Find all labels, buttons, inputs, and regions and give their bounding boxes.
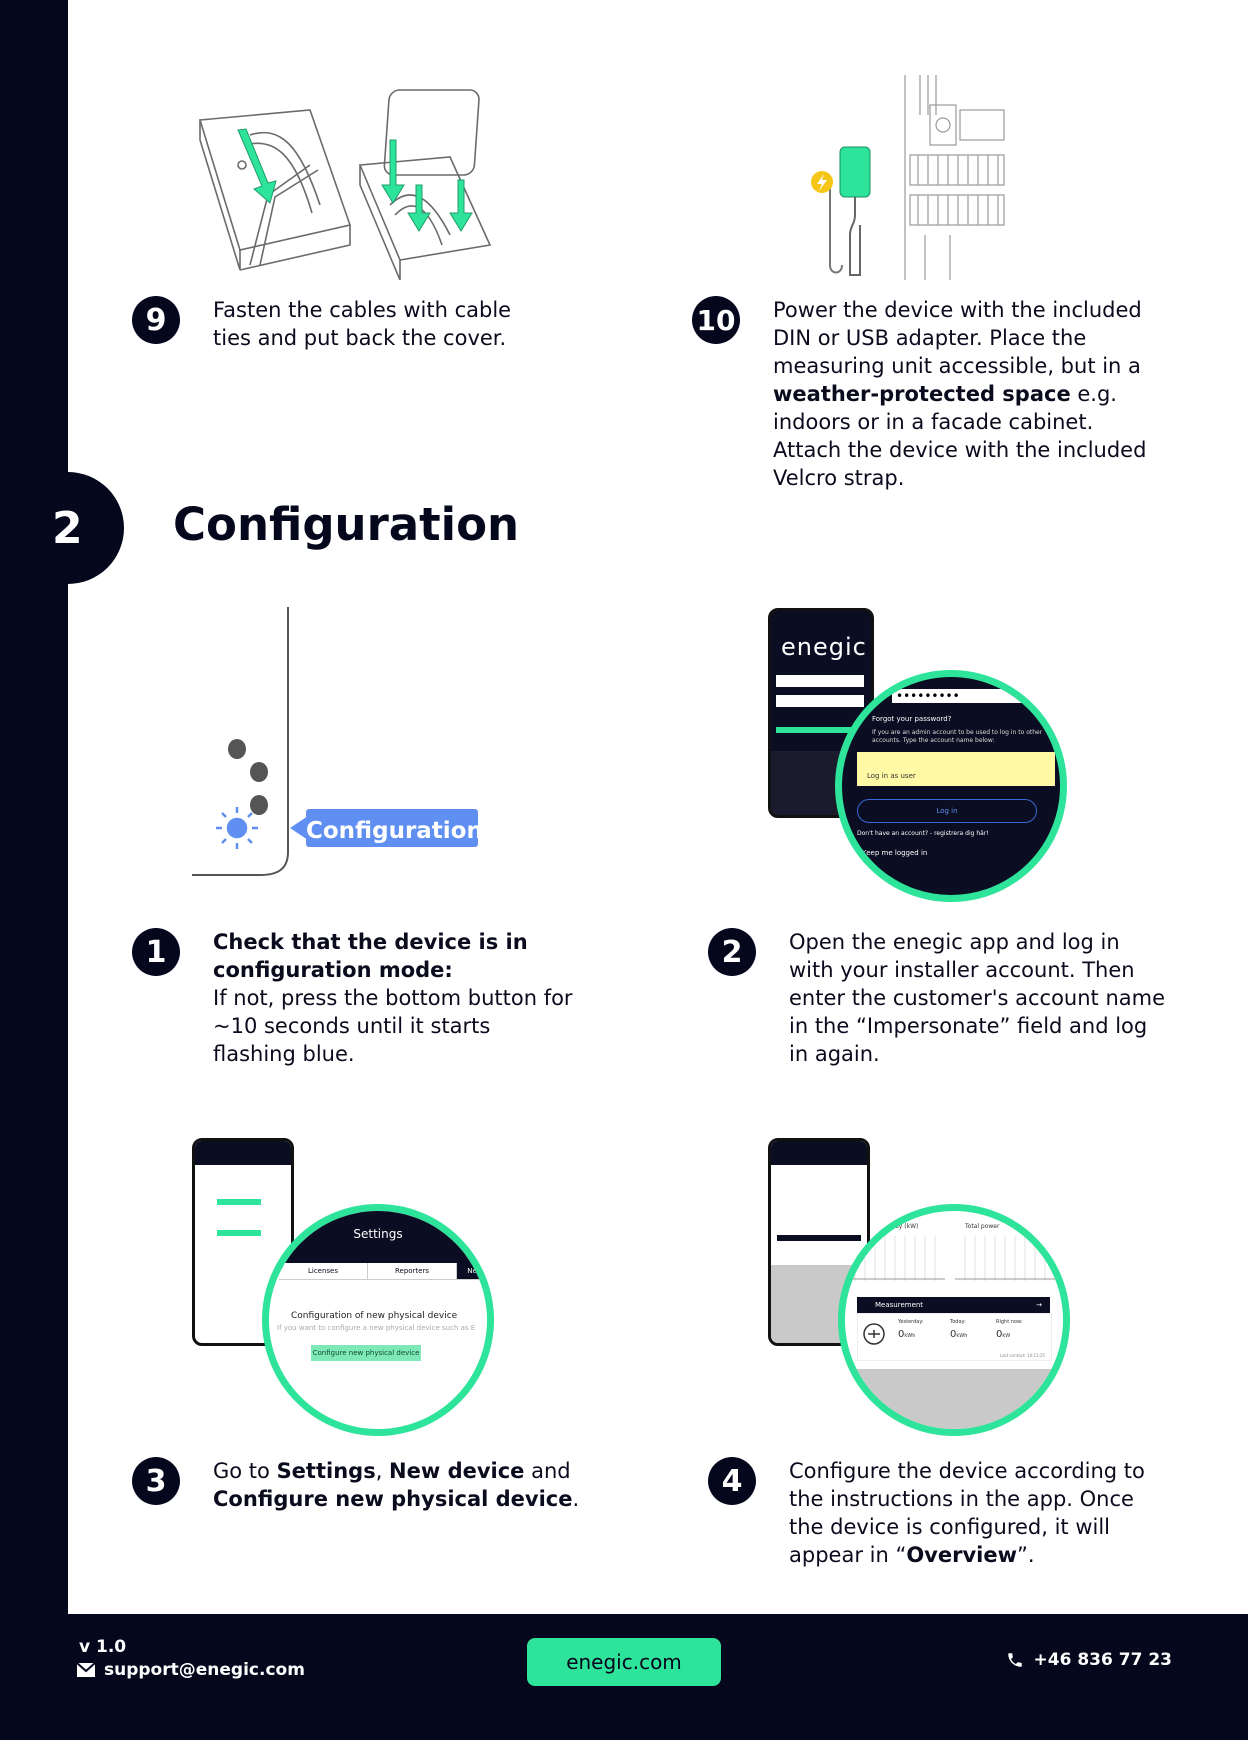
- arrow-right-icon[interactable]: →: [1036, 1301, 1042, 1309]
- tab-licenses[interactable]: Licenses: [279, 1263, 368, 1279]
- col-today: [950, 1319, 967, 1340]
- step-10-description: Power the device with the included DIN or USB adapter. Place the measuring unit accessible, but in a weather-protected space e.g. indoors or in a facade cabinet. Attach the device with the included Velcro strap.: [773, 298, 1147, 490]
- zoom-circle-settings: [262, 1204, 494, 1436]
- overview-chart-label-total: Total power: [965, 1223, 1000, 1230]
- last-contact: Last contact: 10:13:25: [999, 1353, 1045, 1358]
- figure-app-login: [768, 608, 1068, 908]
- step-number-9: 9: [132, 296, 180, 344]
- config-heading: Configuration of new physical device: [291, 1311, 458, 1321]
- configure-physical-device-button[interactable]: [311, 1345, 421, 1361]
- username-field: [776, 675, 864, 687]
- measurement-panel: [857, 1313, 1052, 1361]
- phone-number[interactable]: [1006, 1650, 1172, 1670]
- overview-gray-area: [845, 1369, 1063, 1429]
- step-1-description: If not, press the bottom button for ~10 seconds until it starts flashing blue.: [213, 986, 573, 1066]
- step-10-text: [773, 296, 1163, 492]
- right-now-value: 0kW: [996, 1329, 1011, 1340]
- keep-logged-in-checkbox[interactable]: [862, 849, 927, 857]
- app-logo: enegic: [781, 633, 867, 661]
- support-email[interactable]: [76, 1660, 305, 1680]
- yesterday-value: 0kWh: [898, 1329, 916, 1340]
- col-yesterday: [898, 1319, 924, 1340]
- section-number: 2: [52, 502, 83, 554]
- step-4-text: [789, 1457, 1169, 1569]
- figure-app-settings: [192, 1138, 492, 1438]
- step-number-10: 10: [692, 296, 740, 344]
- mini-configure-button: [217, 1199, 261, 1205]
- today-value: 0kWh: [950, 1329, 968, 1340]
- password-dots: •••••••••: [892, 689, 1050, 703]
- step-number-3: 3: [132, 1457, 180, 1505]
- phone-icon: [1006, 1651, 1024, 1669]
- step-number-1: 1: [132, 928, 180, 976]
- section-title: Configuration: [173, 498, 520, 551]
- config-hint: If you want to configure a new physical device such as E: [277, 1324, 476, 1332]
- step-2-text: [789, 928, 1169, 1068]
- settings-tabs: [279, 1263, 487, 1280]
- measurement-header[interactable]: [857, 1297, 1050, 1313]
- keep-logged-in-label: Keep me logged in: [862, 849, 928, 857]
- support-email-text: support@enegic.com: [104, 1660, 305, 1680]
- meter-plug-icon: [862, 1322, 886, 1346]
- tab-reporters[interactable]: Reporters: [368, 1263, 457, 1279]
- impersonate-field[interactable]: [857, 752, 1055, 786]
- configuration-callout-label: Configuration: [306, 818, 483, 844]
- step-2-description: Open the enegic app and log in with your installer account. Then enter the customer's account name in the “Impersonate” field and log in again.: [789, 930, 1166, 1066]
- mini-settings-header: [195, 1141, 291, 1165]
- yesterday-label: Yesterday:: [898, 1319, 924, 1325]
- envelope-icon: [76, 1662, 96, 1678]
- measurement-label: Measurement: [875, 1301, 924, 1309]
- left-sidebar-bar: [0, 0, 68, 1615]
- step-4-description: Configure the device according to the instructions in the app. Once the device is configured, it will appear in “Overview”.: [789, 1459, 1145, 1567]
- admin-hint: If you are an admin account to be used to log in to other accounts. Type the account name below:: [872, 729, 1043, 744]
- website-button[interactable]: [527, 1638, 721, 1686]
- version-label: v 1.0: [79, 1637, 127, 1657]
- mini-overview-header: [771, 1141, 867, 1165]
- step-9-description: Fasten the cables with cable ties and put back the cover.: [213, 298, 512, 350]
- settings-header: [269, 1211, 487, 1263]
- col-right-now: [996, 1319, 1022, 1340]
- step-3-text: [213, 1457, 583, 1513]
- figure-app-overview: [768, 1138, 1068, 1438]
- step-number-4: 4: [708, 1457, 756, 1505]
- right-now-label: Right now:: [996, 1319, 1023, 1325]
- step-1-bold: Check that the device is in configuration mode:: [213, 930, 528, 982]
- figure-device-power-cabinet: [800, 75, 1010, 280]
- zoom-circle: [835, 670, 1067, 902]
- login-button[interactable]: [857, 799, 1037, 823]
- login-button-label: Log in: [936, 807, 958, 815]
- website-label: enegic.com: [566, 1650, 682, 1674]
- section-number-tab: [0, 472, 124, 584]
- step-3-description: Go to Settings, New device and Configure new physical device.: [213, 1459, 580, 1511]
- mini-virtual-button: [217, 1230, 261, 1236]
- tab-new-device[interactable]: Ne: [457, 1263, 487, 1279]
- password-field: [776, 695, 864, 707]
- step-1-text: [213, 928, 573, 1068]
- forgot-password-link[interactable]: Forgot your password?: [872, 715, 952, 723]
- impersonate-placeholder: Log in as user: [867, 772, 916, 780]
- configure-button-label: Configure new physical device: [312, 1349, 420, 1357]
- overview-mini-charts: [845, 1231, 1063, 1291]
- today-label: Today:: [950, 1319, 966, 1325]
- register-link[interactable]: Don't have an account? - registrera dig här!: [857, 830, 989, 837]
- overview-chart-label-today: Today (kW): [885, 1223, 919, 1230]
- zoom-circle-overview: [838, 1204, 1070, 1436]
- step-9-text: [213, 296, 553, 352]
- figure-device-cable-ties: [190, 85, 530, 280]
- settings-title: Settings: [353, 1227, 403, 1241]
- step-number-2: 2: [708, 928, 756, 976]
- phone-text: +46 836 77 23: [1033, 1650, 1172, 1670]
- blue-led-icon: [216, 807, 258, 849]
